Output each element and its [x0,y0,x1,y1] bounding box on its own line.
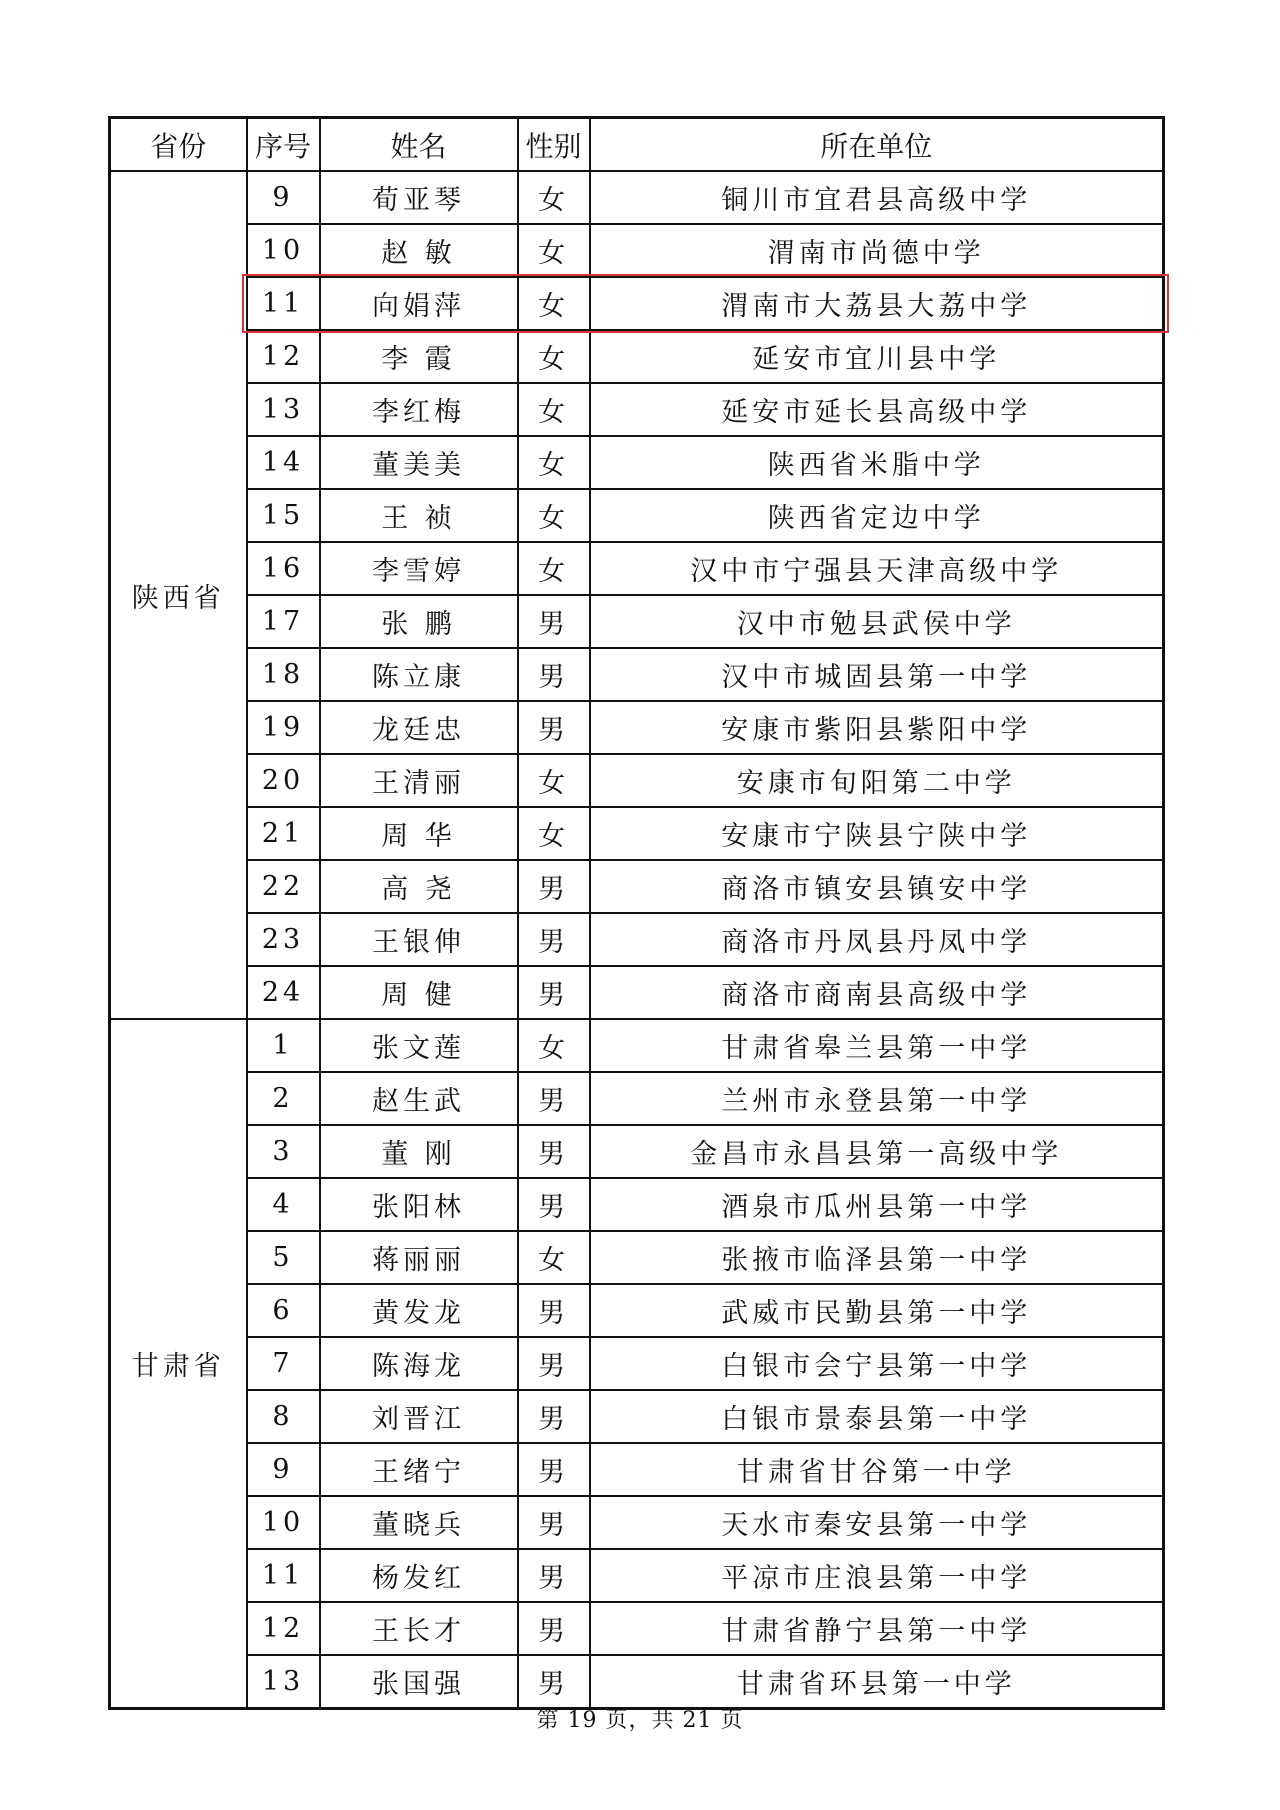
seq-cell: 11 [247,277,320,330]
seq-cell: 14 [247,436,320,489]
table-row [110,542,1164,595]
name-cell: 王长才 [320,1602,518,1655]
unit-cell: 汉中市城固县第一中学 [590,648,1164,701]
gender-cell: 男 [518,1390,590,1443]
gender-cell: 男 [518,1602,590,1655]
gender-cell: 女 [518,1019,590,1072]
name-cell: 董 刚 [320,1125,518,1178]
unit-cell: 汉中市宁强县天津高级中学 [590,542,1164,595]
table-row [110,1496,1164,1549]
table-row [110,913,1164,966]
table-row [110,1125,1164,1178]
unit-cell: 甘肃省皋兰县第一中学 [590,1019,1164,1072]
gender-cell: 女 [518,224,590,277]
unit-cell: 铜川市宜君县高级中学 [590,171,1164,224]
unit-cell: 陕西省米脂中学 [590,436,1164,489]
gender-cell: 男 [518,1655,590,1709]
name-cell: 张国强 [320,1655,518,1709]
roster-table [108,116,1165,1710]
name-cell: 赵 敏 [320,224,518,277]
name-cell: 刘晋江 [320,1390,518,1443]
table-row [110,595,1164,648]
name-cell: 杨发红 [320,1549,518,1602]
table-row [110,966,1164,1019]
gender-cell: 男 [518,966,590,1019]
unit-cell: 延安市延长县高级中学 [590,383,1164,436]
gender-cell: 男 [518,1496,590,1549]
unit-cell: 安康市宁陕县宁陕中学 [590,807,1164,860]
seq-cell: 13 [247,1655,320,1709]
name-cell: 王绪宁 [320,1443,518,1496]
seq-cell: 22 [247,860,320,913]
table-row [110,436,1164,489]
unit-cell: 天水市秦安县第一中学 [590,1496,1164,1549]
unit-cell: 白银市会宁县第一中学 [590,1337,1164,1390]
table-row [110,1231,1164,1284]
unit-cell: 安康市旬阳第二中学 [590,754,1164,807]
seq-cell: 2 [247,1072,320,1125]
seq-cell: 20 [247,754,320,807]
gender-cell: 女 [518,330,590,383]
seq-cell: 12 [247,1602,320,1655]
seq-cell: 24 [247,966,320,1019]
name-cell: 王清丽 [320,754,518,807]
name-cell: 李 霞 [320,330,518,383]
seq-cell: 4 [247,1178,320,1231]
seq-cell: 9 [247,1443,320,1496]
seq-cell: 15 [247,489,320,542]
seq-cell: 9 [247,171,320,224]
unit-cell: 汉中市勉县武侯中学 [590,595,1164,648]
unit-cell: 武威市民勤县第一中学 [590,1284,1164,1337]
name-cell: 黄发龙 [320,1284,518,1337]
gender-cell: 男 [518,1284,590,1337]
gender-cell: 女 [518,489,590,542]
gender-cell: 女 [518,277,590,330]
name-cell: 王银伸 [320,913,518,966]
name-cell: 赵生武 [320,1072,518,1125]
seq-cell: 5 [247,1231,320,1284]
table-row [110,1549,1164,1602]
unit-cell: 商洛市丹凤县丹凤中学 [590,913,1164,966]
table-row [110,860,1164,913]
seq-cell: 23 [247,913,320,966]
table-row [110,330,1164,383]
name-cell: 董美美 [320,436,518,489]
table-row [110,1178,1164,1231]
header-unit: 所在单位 [590,118,1164,172]
unit-cell: 张掖市临泽县第一中学 [590,1231,1164,1284]
unit-cell: 商洛市商南县高级中学 [590,966,1164,1019]
table-row [110,648,1164,701]
seq-cell: 7 [247,1337,320,1390]
unit-cell: 平凉市庄浪县第一中学 [590,1549,1164,1602]
unit-cell: 甘肃省环县第一中学 [590,1655,1164,1709]
name-cell: 向娟萍 [320,277,518,330]
table-row [110,277,1164,330]
unit-cell: 白银市景泰县第一中学 [590,1390,1164,1443]
unit-cell: 安康市紫阳县紫阳中学 [590,701,1164,754]
seq-cell: 10 [247,1496,320,1549]
page-footer: 第 19 页，共 21 页 [536,1708,744,1733]
gender-cell: 男 [518,701,590,754]
table-row [110,701,1164,754]
unit-cell: 兰州市永登县第一中学 [590,1072,1164,1125]
table-row [110,489,1164,542]
unit-cell: 金昌市永昌县第一高级中学 [590,1125,1164,1178]
name-cell: 高 尧 [320,860,518,913]
unit-cell: 商洛市镇安县镇安中学 [590,860,1164,913]
name-cell: 张 鹏 [320,595,518,648]
unit-cell: 甘肃省甘谷第一中学 [590,1443,1164,1496]
gender-cell: 男 [518,1072,590,1125]
gender-cell: 女 [518,1231,590,1284]
name-cell: 陈立康 [320,648,518,701]
unit-cell: 酒泉市瓜州县第一中学 [590,1178,1164,1231]
table-row [110,1337,1164,1390]
table-row [110,224,1164,277]
gender-cell: 女 [518,383,590,436]
table-row [110,171,1164,224]
table-row [110,1443,1164,1496]
seq-cell: 12 [247,330,320,383]
header-gender: 性别 [518,118,590,172]
gender-cell: 男 [518,860,590,913]
province-cell: 甘肃省 [110,1019,247,1709]
seq-cell: 10 [247,224,320,277]
gender-cell: 女 [518,171,590,224]
unit-cell: 陕西省定边中学 [590,489,1164,542]
seq-cell: 1 [247,1019,320,1072]
name-cell: 周 华 [320,807,518,860]
gender-cell: 女 [518,436,590,489]
table-row [110,1602,1164,1655]
unit-cell: 甘肃省静宁县第一中学 [590,1602,1164,1655]
seq-cell: 3 [247,1125,320,1178]
gender-cell: 男 [518,913,590,966]
gender-cell: 男 [518,1549,590,1602]
gender-cell: 女 [518,542,590,595]
name-cell: 蒋丽丽 [320,1231,518,1284]
name-cell: 周 健 [320,966,518,1019]
unit-cell: 渭南市大荔县大荔中学 [590,277,1164,330]
header-province: 省份 [110,118,247,172]
name-cell: 张文莲 [320,1019,518,1072]
name-cell: 董晓兵 [320,1496,518,1549]
gender-cell: 男 [518,595,590,648]
name-cell: 王 祯 [320,489,518,542]
seq-cell: 17 [247,595,320,648]
name-cell: 李雪婷 [320,542,518,595]
header-name: 姓名 [320,118,518,172]
table-row [110,1019,1164,1072]
table-header-row [110,118,1164,172]
province-cell: 陕西省 [110,171,247,1019]
gender-cell: 男 [518,1337,590,1390]
gender-cell: 女 [518,754,590,807]
gender-cell: 男 [518,648,590,701]
seq-cell: 18 [247,648,320,701]
table-row [110,1072,1164,1125]
name-cell: 李红梅 [320,383,518,436]
seq-cell: 11 [247,1549,320,1602]
gender-cell: 男 [518,1125,590,1178]
table-row [110,383,1164,436]
seq-cell: 13 [247,383,320,436]
seq-cell: 21 [247,807,320,860]
table-row [110,1655,1164,1709]
seq-cell: 6 [247,1284,320,1337]
gender-cell: 男 [518,1178,590,1231]
unit-cell: 渭南市尚德中学 [590,224,1164,277]
gender-cell: 男 [518,1443,590,1496]
header-seq: 序号 [247,118,320,172]
seq-cell: 8 [247,1390,320,1443]
gender-cell: 女 [518,807,590,860]
seq-cell: 19 [247,701,320,754]
seq-cell: 16 [247,542,320,595]
unit-cell: 延安市宜川县中学 [590,330,1164,383]
table-row [110,1284,1164,1337]
roster-body [110,171,1164,1709]
name-cell: 龙廷忠 [320,701,518,754]
name-cell: 陈海龙 [320,1337,518,1390]
table-row [110,1390,1164,1443]
table-row [110,754,1164,807]
name-cell: 张阳林 [320,1178,518,1231]
name-cell: 荀亚琴 [320,171,518,224]
table-row [110,807,1164,860]
